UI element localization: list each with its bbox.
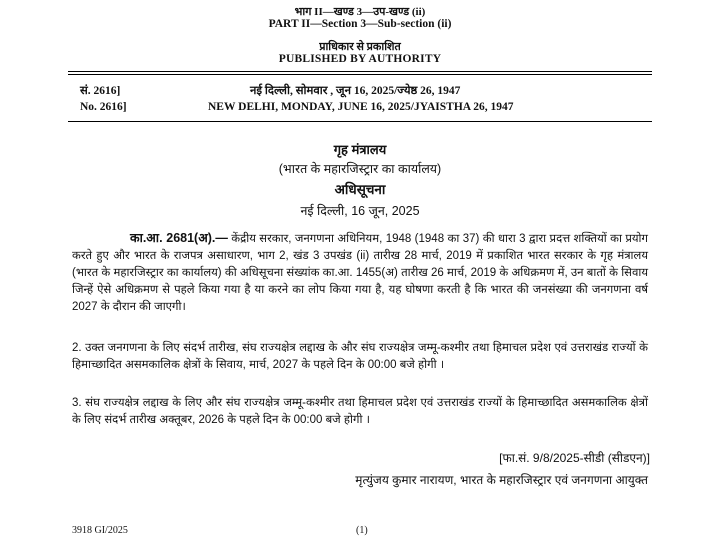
header-bottom-rule (68, 121, 652, 122)
dateline-english: NEW DELHI, MONDAY, JUNE 16, 2025/JYAISTHA 26, 1947 (208, 101, 514, 113)
ministry-name: गृह मंत्रालय (333, 142, 387, 157)
notification-reference: का.आ. 2681(अ).— (130, 231, 228, 245)
notification-title: अधिसूचना (334, 182, 386, 197)
top-double-rule-upper (68, 71, 652, 72)
paragraph-1 (72, 230, 648, 316)
issue-number-english: No. 2616] (80, 101, 127, 113)
part-heading-hindi: भाग II—खण्ड 3—उप-खण्ड (ii) (294, 6, 426, 18)
paragraph-2: 2. उक्त जनगणना के लिए संदर्भ तारीख, संघ राज्यक्षेत्र लद्दाख के और संघ राज्यक्षेत्र जम्मू-कश्मीर तथा हिमाचल प्रदेश एवं उत्तराखंड राज्यों के हिमाच्छादित असमकालिक क्षेत्रों के सिवाय, मार्च, 2027 के पहले दिन के 00:00 बजे होगी । (72, 342, 648, 371)
part-heading-english: PART II—Section 3—Sub-section (ii) (268, 18, 452, 30)
dateline-hindi: नई दिल्ली, सोमवार , जून 16, 2025/ज्येष्ठ 26, 1947 (250, 85, 461, 97)
office-name: (भारत के महारजिस्ट्रार का कार्यालय) (278, 162, 442, 176)
file-number: [फा.सं. 9/8/2025-सीडी (सीडएन)] (499, 451, 650, 465)
issue-number-hindi: सं. 2616] (80, 85, 121, 97)
signatory: मृत्युंजय कुमार नारायण, भारत के महारजिस्ट्रार एवं जनगणना आयुक्त (355, 473, 648, 487)
top-double-rule-lower (68, 74, 652, 75)
footer-page-number: (1) (356, 525, 368, 536)
place-and-date: नई दिल्ली, 16 जून, 2025 (300, 204, 420, 218)
paragraph-3: 3. संघ राज्यक्षेत्र लद्दाख के लिए और संघ राज्यक्षेत्र जम्मू-कश्मीर तथा हिमाचल प्रदेश एवं उत्तराखंड राज्यों के हिमाच्छादित असमकालिक क्षेत्रों के लिए संदर्भ तारीख अक्तूबर, 2026 के पहले दिन के 00:00 बजे होगी । (72, 397, 648, 426)
authority-heading-english: PUBLISHED BY AUTHORITY (278, 53, 442, 65)
paragraph-1-text: केंद्रीय सरकार, जनगणना अधिनियम, 1948 (1948 का 37) की धारा 3 द्वारा प्रदत्त शक्तियों का प्रयोग करते हुए और भारत के राजपत्र असाधारण, भाग 2, खंड 3 उपखंड (ii) तारीख 28 मार्च, 2019 में प्रकाशित भारत सरकार के गृह मंत्रालय (भारत के महारजिस्ट्रार का कार्यालय) की अधिसूचना संख्यांक का.आ. 1455(अ) तारीख 26 मार्च, 2019 के अधिक्रमण में, उन बातों के सिवाय जिन्हें ऐसे अधिक्रमण से पहले किया गया है या करने का लोप किया गया है, यह घोषणा करती है कि भारत की जनसंख्या की जनगणना वर्ष 2027 के दौरान की जाएगी। (72, 233, 649, 313)
authority-heading-hindi: प्राधिकार से प्रकाशित (319, 41, 401, 53)
footer-code: 3918 GI/2025 (72, 525, 128, 536)
